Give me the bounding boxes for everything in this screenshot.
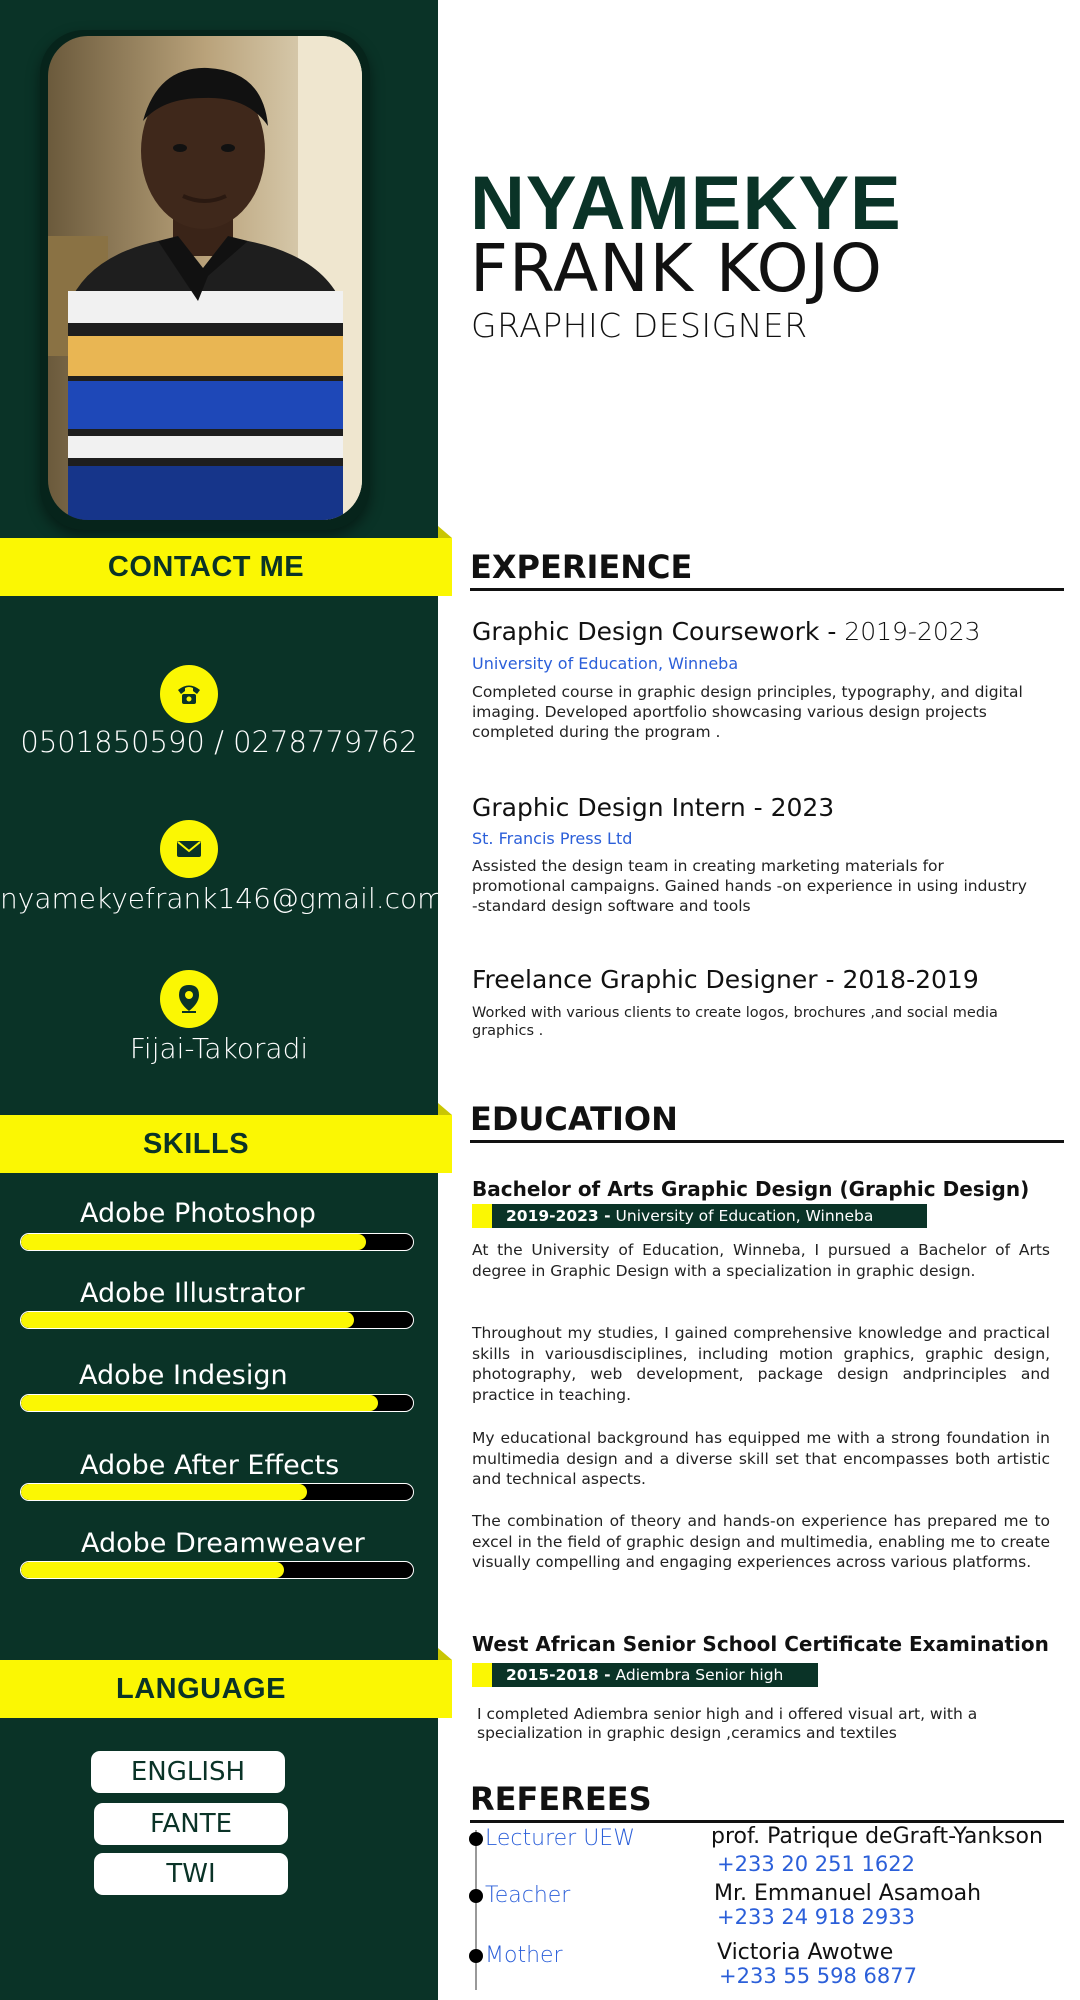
profile-photo-frame xyxy=(40,30,370,530)
education-title: Bachelor of Arts Graphic Design (Graphic Design) xyxy=(472,1177,1030,1201)
experience-desc: Completed course in graphic design principles, typography, and digital imaging. Developed aportfolio showcasing various design projects completed during the program . xyxy=(472,683,1023,741)
skill-level-bar xyxy=(20,1394,414,1412)
envelope-icon xyxy=(160,820,218,878)
education-school: University of Education, Winneba xyxy=(615,1207,874,1225)
experience-separator: - xyxy=(825,965,843,994)
experience-role: Graphic Design Intern xyxy=(472,793,746,822)
experience-org: St. Francis Press Ltd xyxy=(472,829,633,848)
skills-heading: SKILLS xyxy=(142,1127,250,1160)
education-date-marker xyxy=(472,1663,492,1687)
education-paragraph: Throughout my studies, I gained comprehensive knowledge and practical skills in variousdisciplines, including motion graphics, graphic design, photography, web development, package design andprinciples and practice in teaching. xyxy=(472,1324,1050,1404)
skill-level-bar xyxy=(20,1561,414,1579)
language-pill-twi: TWI xyxy=(94,1853,288,1895)
language-pill-english: ENGLISH xyxy=(91,1751,285,1793)
skill-level-fill xyxy=(21,1562,284,1578)
experience-role: Freelance Graphic Designer xyxy=(472,965,818,994)
referees-timeline xyxy=(475,1830,477,1990)
education-years: 2019-2023 - xyxy=(506,1207,611,1225)
referee-phone[interactable]: +233 24 918 2933 xyxy=(717,1905,915,1929)
language-heading-band xyxy=(0,1660,452,1718)
referee-name: Victoria Awotwe xyxy=(717,1940,894,1965)
skill-level-fill xyxy=(21,1312,354,1328)
referee-role: Lecturer UEW xyxy=(485,1826,635,1851)
skill-level-fill xyxy=(21,1395,378,1411)
contact-heading-band xyxy=(0,538,452,596)
experience-role: Graphic Design Coursework xyxy=(472,617,820,646)
skill-label: Adobe Indesign xyxy=(79,1360,288,1391)
skill-level-fill xyxy=(21,1484,307,1500)
profile-photo xyxy=(48,36,362,520)
experience-heading: EXPERIENCE xyxy=(470,548,1064,591)
referees-heading: REFEREES xyxy=(470,1780,1064,1823)
skill-level-bar xyxy=(20,1233,414,1251)
skill-level-bar xyxy=(20,1311,414,1329)
education-title: West African Senior School Certificate Examination xyxy=(472,1632,1049,1656)
skills-heading-band xyxy=(0,1115,452,1173)
education-date-bar xyxy=(472,1663,818,1687)
skill-label: Adobe Illustrator xyxy=(80,1278,305,1309)
referee-phone[interactable]: +233 55 598 6877 xyxy=(719,1964,917,1988)
experience-desc: Assisted the design team in creating marketing materials for promotional campaigns. Gained hands -on experience in using industry -standard design software and tools xyxy=(472,857,1027,915)
skill-label: Adobe After Effects xyxy=(80,1450,340,1481)
job-title: GRAPHIC DESIGNER xyxy=(471,306,808,345)
education-school: Adiembra Senior high xyxy=(615,1666,784,1684)
contact-phone[interactable]: 0501850590 / 0278779762 xyxy=(20,725,418,759)
experience-separator: - xyxy=(753,793,771,822)
language-pill-fante: FANTE xyxy=(94,1803,288,1845)
referee-name: Mr. Emmanuel Asamoah xyxy=(714,1881,982,1906)
experience-item-title xyxy=(472,965,979,994)
education-heading: EDUCATION xyxy=(470,1100,1064,1143)
referee-role: Teacher xyxy=(485,1883,571,1908)
phone-icon xyxy=(160,665,218,723)
skill-label: Adobe Dreamweaver xyxy=(81,1528,365,1559)
referee-name: prof. Patrique deGraft-Yankson xyxy=(711,1824,1043,1849)
name-given: FRANK KOJO xyxy=(470,230,883,307)
language-heading: LANGUAGE xyxy=(116,1672,286,1705)
education-paragraph: At the University of Education, Winneba, I pursued a Bachelor of Arts degree in Graphic Design with a specialization in graphic design. xyxy=(472,1241,1050,1280)
education-date-marker xyxy=(472,1204,492,1228)
referee-bullet xyxy=(469,1889,483,1903)
experience-item-title xyxy=(472,617,981,646)
contact-email[interactable]: nyamekyefrank146@gmail.com xyxy=(0,882,445,915)
referee-phone[interactable]: +233 20 251 1622 xyxy=(717,1852,915,1876)
contact-location: Fijai-Takoradi xyxy=(129,1032,309,1065)
skill-label: Adobe Photoshop xyxy=(80,1198,316,1229)
contact-heading: CONTACT ME xyxy=(107,550,305,583)
skill-level-bar xyxy=(20,1483,414,1501)
experience-years: 2019-2023 xyxy=(844,617,981,646)
location-pin-icon xyxy=(160,970,218,1028)
experience-org: University of Education, Winneba xyxy=(472,654,739,673)
experience-separator: - xyxy=(827,617,845,646)
education-paragraph: My educational background has equipped me with a strong foundation in multimedia design and a diverse skill set that encompasses both artistic and technical aspects. xyxy=(472,1429,1050,1488)
experience-years: 2023 xyxy=(770,793,835,822)
education-date-bar xyxy=(472,1204,927,1228)
referee-bullet xyxy=(469,1832,483,1846)
referee-bullet xyxy=(469,1949,483,1963)
referee-role: Mother xyxy=(485,1943,563,1968)
experience-years: 2018-2019 xyxy=(842,965,979,994)
name-surname: NYAMEKYE xyxy=(470,161,902,246)
education-paragraph: I completed Adiembra senior high and i offered visual art, with a specialization in graphic design ,ceramics and textiles xyxy=(477,1705,978,1742)
education-years: 2015-2018 - xyxy=(506,1666,611,1684)
skill-level-fill xyxy=(21,1234,366,1250)
education-paragraph: The combination of theory and hands-on experience has prepared me to excel in the field of graphic design and multimedia, enabling me to create visually compelling and engaging experiences across various platforms. xyxy=(472,1512,1050,1571)
experience-desc: Worked with various clients to create logos, brochures ,and social media graphics . xyxy=(472,1005,998,1039)
experience-item-title xyxy=(472,793,834,822)
